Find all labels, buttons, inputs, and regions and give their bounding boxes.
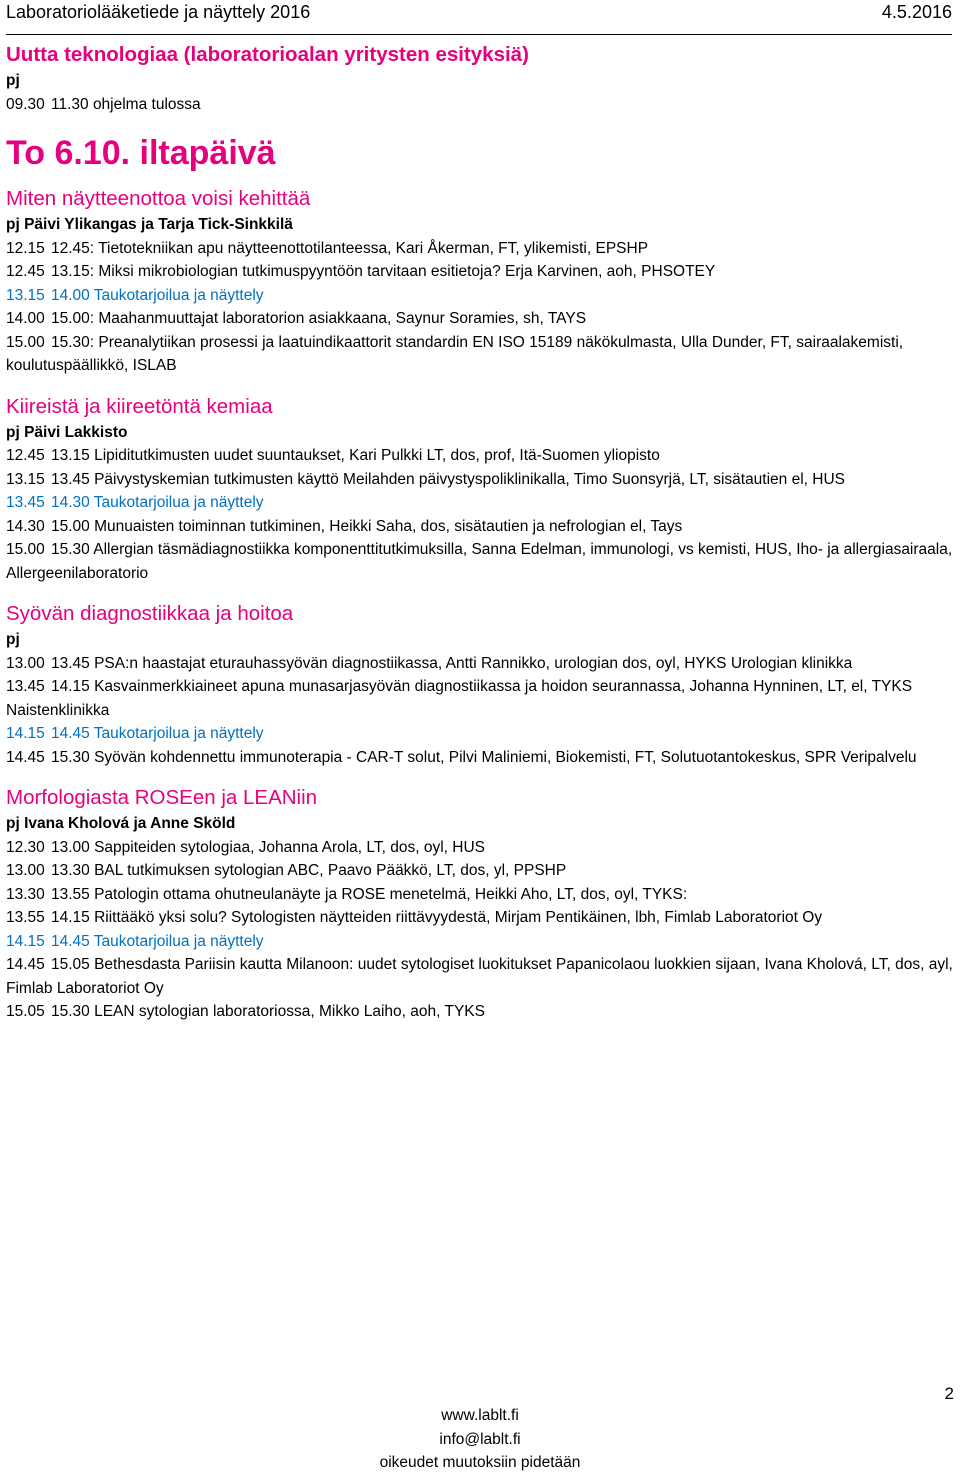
footer-email-link[interactable]: info@lablt.fi [439,1430,521,1448]
break-item: 14.15 14.45 Taukotarjoilua ja näyttely [6,725,264,742]
section-title-chemistry: Kiireistä ja kiireetöntä kemiaa [6,394,273,418]
chair-label: pj [6,815,20,832]
chair-line [6,421,954,445]
program-item: 14.45 15.05 Bethesdasta Pariisin kautta Milanoon: uudet sytologiset luokitukset Papanicolaou luokkien sijaan, Ivana Kholová, LT, dos, ayl, Fimlab Laboratoriot Oy [6,956,953,997]
footer-website-link[interactable]: www.lablt.fi [441,1407,519,1424]
footer-note: oikeudet muutoksiin pidetään [379,1454,581,1471]
program-item: 12.45 13.15: Miksi mikrobiologian tutkimuspyyntöön tarvitaan esitietoja? Erja Karvinen, aoh, PHSOTEY [6,263,716,280]
section-title-cancer: Syövän diagnostiikkaa ja hoitoa [6,602,294,625]
program-item: 13.55 14.15 Riittääkö yksi solu? Sytologisten näytteiden riittävyydestä, Mirjam Pentikäinen, lbh, Fimlab Laboratoriot Oy [6,909,823,926]
program-item: 12.30 13.00 Sappiteiden sytologiaa, Johanna Arola, LT, dos, oyl, HUS [6,838,485,856]
section-title-technology: Uutta teknologiaa (laboratorioalan yritysten esityksiä) [6,43,529,66]
chair-label: pj [6,631,20,648]
chair-names: Päivi Lakkisto [24,423,128,441]
program-item: 14.00 15.00: Maahanmuuttajat laboratorion asiakkaana, Saynur Soramies, sh, TAYS [6,310,587,327]
chair-label: pj [6,216,20,233]
day-heading: To 6.10. iltapäivä [6,134,276,172]
chair-line [6,213,954,237]
program-item: 13.30 13.55 Patologin ottama ohutneulanäyte ja ROSE menetelmä, Heikki Aho, LT, dos, oyl, TYKS: [6,885,688,903]
program-item: 14.45 15.30 Syövän kohdennettu immunoterapia - CAR-T solut, Pilvi Maliniemi, Biokemisti, FT, Solutuotantokeskus, SPR Veripalvelu [6,748,917,766]
header-title: Laboratoriolääketiede ja näyttely 2016 [6,2,311,22]
chair-line [6,812,954,836]
chair-names: Ivana Kholová ja Anne Sköld [24,815,236,832]
program-item: 13.45 14.15 Kasvainmerkkiaineet apuna munasarjasyövän diagnostiikassa ja hoidon seurannassa, Johanna Hynninen, LT, el, TYKS Naistenklinikka [6,678,913,719]
header-date: 4.5.2016 [881,2,952,22]
program-line: 09.30 11.30 ohjelma tulossa [6,95,201,113]
program-item: 15.00 15.30 Allergian täsmädiagnostiikka komponenttitutkimuksilla, Sanna Edelman, immunologi, vs kemisti, HUS, Iho- ja allergiasairaala, Allergeenilaboratorio [6,541,953,582]
program-item: 12.15 12.45: Tietotekniikan apu näytteenottotilanteessa, Kari Åkerman, FT, ylikemisti, EPSHP [6,239,649,257]
program-item: 12.45 13.15 Lipiditutkimusten uudet suuntaukset, Kari Pulkki LT, dos, prof, Itä-Suomen yliopisto [6,447,660,464]
page-header [6,0,952,35]
program-item: 13.00 13.30 BAL tutkimuksen sytologian ABC, Paavo Pääkkö, LT, dos, yl, PPSHP [6,862,567,879]
page-number: 2 [944,1384,954,1403]
program-item: 13.15 13.45 Päivystyskemian tutkimusten käyttö Meilahden päivystyspoliklinikalla, Timo Suonsyrjä, LT, sisätautien el, HUS [6,470,846,488]
break-item: 13.45 14.30 Taukotarjoilua ja näyttely [6,494,264,511]
section-title-sampling: Miten näytteenottoa voisi kehittää [6,187,311,210]
break-item: 13.15 14.00 Taukotarjoilua ja näyttely [6,286,264,304]
program-item: 13.00 13.45 PSA:n haastajat eturauhassyövän diagnostiikassa, Antti Rannikko, urologian dos, oyl, HYKS Urologian klinikka [6,654,853,672]
page-footer [6,1404,954,1475]
program-item: 15.05 15.30 LEAN sytologian laboratoriossa, Mikko Laiho, aoh, TYKS [6,1003,485,1020]
chair-names: Päivi Ylikangas ja Tarja Tick-Sinkkilä [24,216,293,233]
section-title-morphology: Morfologiasta ROSEen ja LEANiin [6,786,318,809]
program-item: 14.30 15.00 Munuaisten toiminnan tutkiminen, Heikki Saha, dos, sisätautien ja nefrologian el, Tays [6,517,683,535]
break-item: 14.15 14.45 Taukotarjoilua ja näyttely [6,932,264,950]
chair-label: pj [6,72,20,89]
program-content [6,40,954,1024]
chair-label: pj [6,423,20,441]
program-item: 15.00 15.30: Preanalytiikan prosessi ja laatuindikaattorit standardin EN ISO 15189 näkökulmasta, Ulla Dunder, FT, sairaalakemisti, koulutuspäällikkö, ISLAB [6,333,904,374]
